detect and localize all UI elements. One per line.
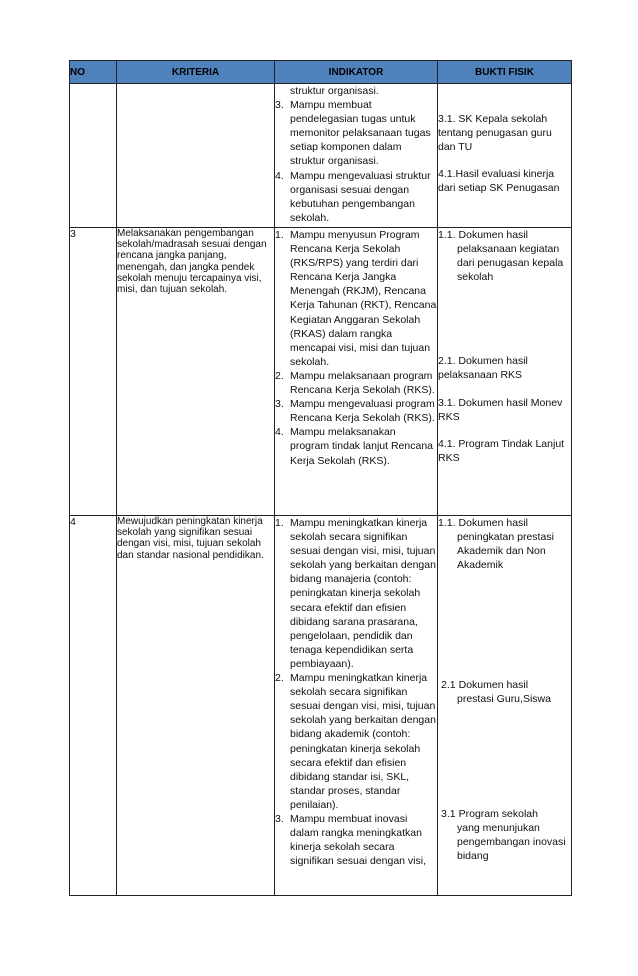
indikator-list [275, 98, 437, 225]
cell-kriteria-empty [117, 84, 275, 228]
indikator-item [275, 812, 437, 868]
bukti-item [438, 228, 571, 284]
indikator-item [275, 671, 437, 812]
indikator-list [275, 228, 437, 468]
indikator-list [275, 516, 437, 868]
cell-indikator [275, 84, 438, 228]
cell-bukti-fisik [438, 84, 572, 228]
bukti-rest: yang menunjukan pengembangan inovasi bidang [457, 821, 566, 862]
cell-indikator [275, 228, 438, 516]
cell-bukti-fisik [438, 228, 572, 516]
indikator-text: Mampu melaksanaan program Rencana Kerja Sekolah (RKS). [290, 369, 435, 397]
indikator-item [275, 169, 437, 225]
indikator-text: Mampu membuat pendelegasian tugas untuk memonitor pelaksanaan tugas setiap komponen dalam struktur organisasi. [290, 99, 431, 168]
bukti-label: 2.1 [441, 679, 456, 692]
criteria-table [69, 60, 572, 896]
indikator-continued-text: struktur organisasi. [290, 85, 379, 97]
indikator-number: 1. [275, 517, 284, 529]
bukti-item [438, 516, 571, 572]
bukti-rest: peningkatan prestasi Akademik dan Non Akademik [457, 531, 554, 572]
bukti-first-line: Dokumen hasil [458, 679, 529, 692]
bukti-item [438, 678, 571, 706]
bukti-label: 1.1. [438, 517, 456, 529]
indikator-item [275, 228, 437, 369]
indikator-number: 3. [275, 398, 284, 411]
bukti-item: 3.1. Dokumen hasil Monev RKS [438, 396, 563, 423]
header-kriteria: KRITERIA [117, 61, 275, 84]
indikator-number: 1. [275, 229, 284, 241]
indikator-number: 4. [275, 426, 284, 439]
indikator-number: 3. [275, 99, 284, 112]
row-number: 4 [70, 516, 117, 896]
table-row [70, 228, 572, 516]
bukti-first-line: Dokumen hasil [458, 229, 528, 241]
indikator-item [275, 425, 437, 467]
indikator-text: Mampu mengevaluasi program Rencana Kerja Sekolah (RKS). [290, 398, 435, 425]
indikator-text: Mampu melaksanakan program tindak lanjut Rencana Kerja Sekolah (RKS). [290, 426, 434, 467]
indikator-number: 2. [275, 672, 284, 685]
bukti-item: 3.1. SK Kepala sekolah tentang penugasan guru dan TU [438, 113, 552, 154]
cell-kriteria: Melaksanakan pengembangan sekolah/madrasah sesuai dengan rencana jangka panjang, menengah, dan jangka pendek sekolah menuju tercapainya visi, misi, dan tujuan sekolah. [117, 228, 275, 516]
indikator-item [275, 369, 437, 397]
header-bukti-fisik: BUKTI FISIK [438, 61, 572, 84]
cell-indikator [275, 516, 438, 896]
indikator-text: Mampu meningkatkan kinerja sekolah secara signifikan sesuai dengan visi, misi, tujuan sekolah yang berkaitan dengan bidang manajeria (contoh: peningkatan kinerja sekolah secara efektif dan efisien dibidang sarana prasarana, pengelolaan, pendidik dan tenaga kependidikan serta pembiayaan). [290, 517, 436, 670]
cell-bukti-fisik [438, 516, 572, 896]
document-page [69, 60, 571, 896]
bukti-rest: prestasi Guru,Siswa [457, 693, 551, 706]
bukti-item: 4.1. Program Tindak Lanjut RKS [438, 437, 565, 464]
indikator-number: 4. [275, 169, 284, 182]
header-indikator: INDIKATOR [275, 61, 438, 84]
bukti-label: 3.1 [441, 807, 456, 820]
bukti-first-line: Dokumen hasil [458, 517, 528, 529]
bukti-item [438, 807, 571, 863]
indikator-number: 3. [275, 812, 284, 825]
header-no: NO [70, 61, 117, 84]
indikator-number: 2. [275, 369, 284, 382]
bukti-label: 1.1. [438, 229, 456, 241]
bukti-item: 2.1. Dokumen hasil pelaksanaan RKS [438, 355, 528, 382]
indikator-text: Mampu membuat inovasi dalam rangka meningkatkan kinerja sekolah secara signifikan sesuai dengan visi, [290, 812, 426, 868]
bukti-first-line: Program sekolah [458, 807, 538, 820]
indikator-text: Mampu menyusun Program Rencana Kerja Sekolah (RKS/RPS) yang terdiri dari Rencana Kerja Jangka Menengah (RKJM), Rencana Kerja Tahunan (RKT), Rencana Kegiatan Anggaran Sekolah (RKAS) dalam rangka mencapai visi, misi dan tujuan sekolah. [290, 229, 437, 368]
indikator-item [275, 516, 437, 671]
bukti-item: 4.1.Hasil evaluasi kinerja dari setiap SK Penugasan [438, 168, 560, 195]
row-number: 3 [70, 228, 117, 516]
table-row [70, 516, 572, 896]
table-row-continuation [70, 84, 572, 228]
bukti-rest: pelaksanaan kegiatan dari penugasan kepala sekolah [457, 243, 564, 284]
cell-kriteria: Mewujudkan peningkatan kinerja sekolah yang signifikan sesuai dengan visi, misi, tujuan sekolah dan standar nasional pendidikan. [117, 516, 275, 896]
indikator-item [275, 98, 437, 168]
indikator-item [275, 397, 437, 425]
indikator-text: Mampu mengevaluasi struktur organisasi sesuai dengan kebutuhan pengembangan sekolah. [290, 169, 431, 224]
indikator-text: Mampu meningkatkan kinerja sekolah secara signifikan sesuai dengan visi, misi, tujuan sekolah yang berkaitan dengan bidang akademik (contoh: peningkatan kinerja sekolah secara efektif dan efisien dibidang standar isi, SKL, standar proses, standar penilaian). [290, 672, 436, 811]
table-header-row [70, 61, 572, 84]
cell-no-empty [70, 84, 117, 228]
